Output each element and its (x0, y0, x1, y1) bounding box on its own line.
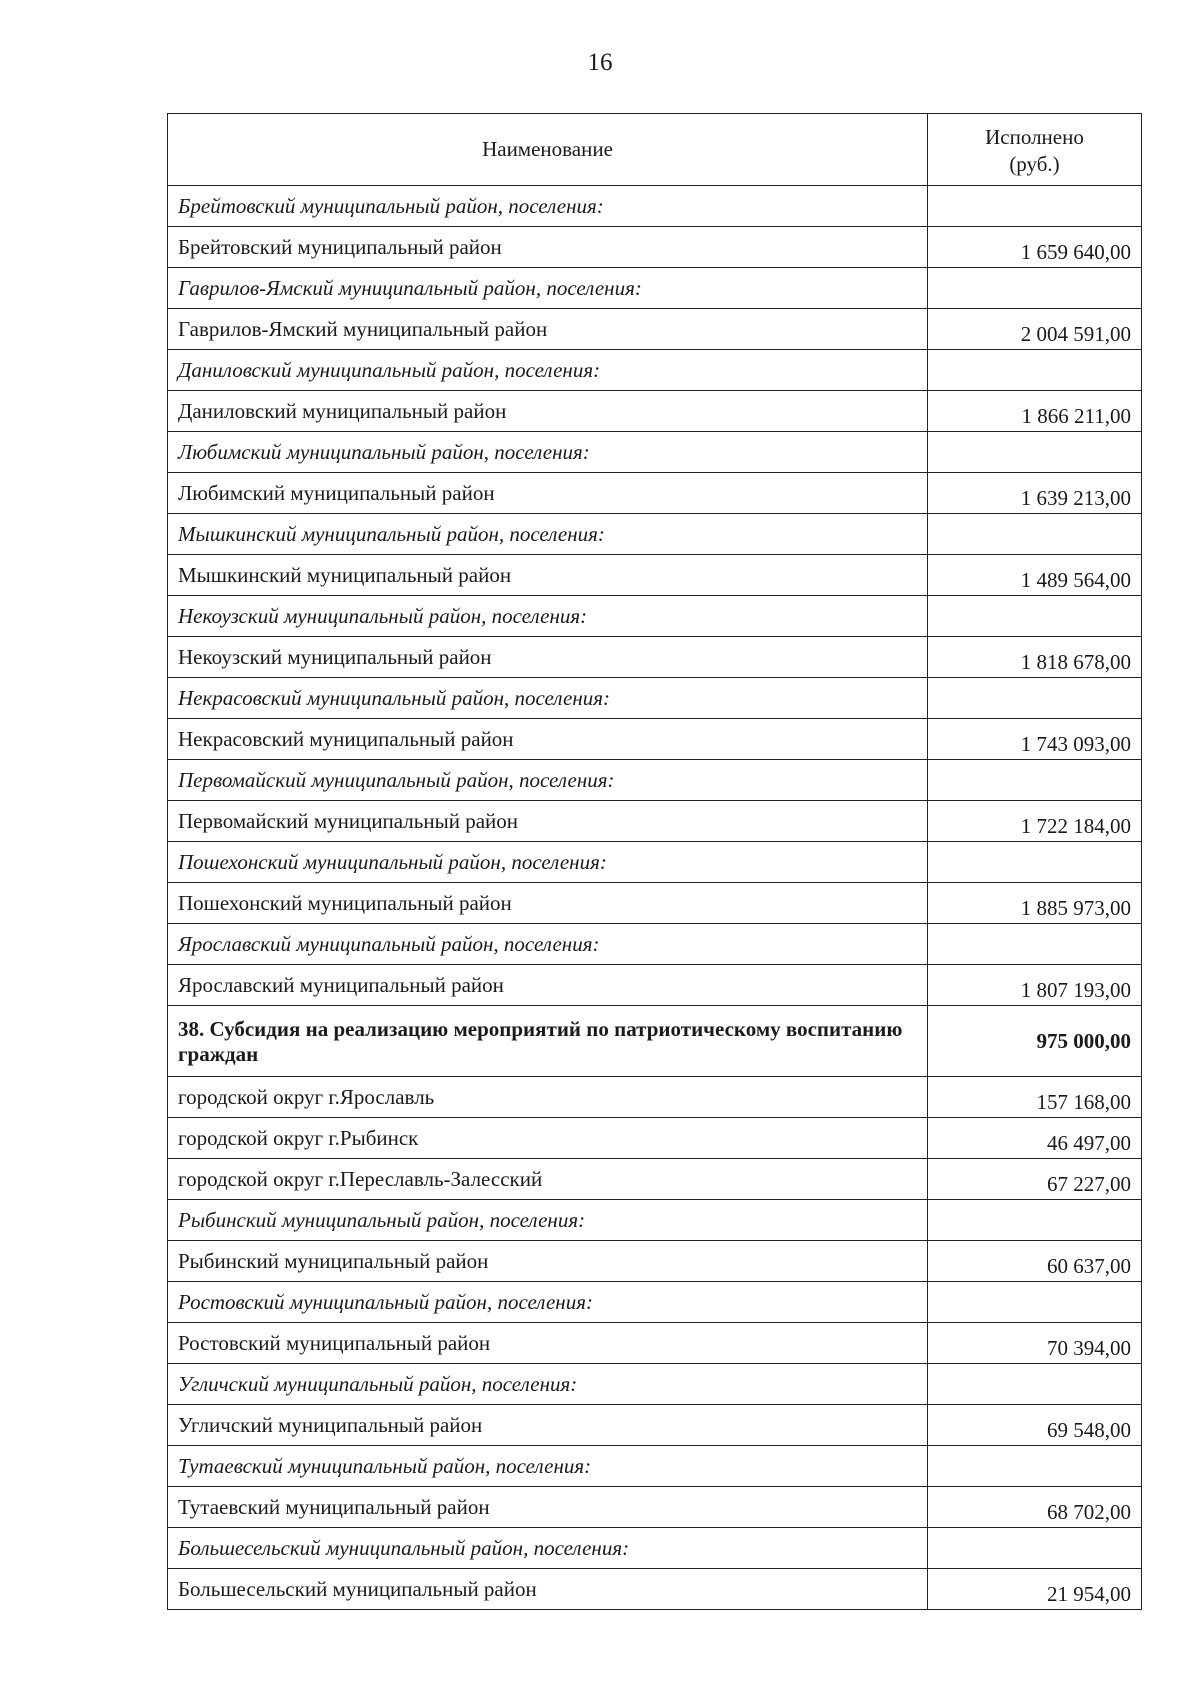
executed-value (928, 678, 1142, 719)
group-heading-name: Первомайский муниципальный район, поселения: (168, 760, 928, 801)
executed-value: 1 818 678,00 (928, 637, 1142, 678)
executed-value: 157 168,00 (928, 1077, 1142, 1118)
group-heading-row (168, 514, 1142, 555)
group-heading-row (168, 1446, 1142, 1487)
executed-value: 1 489 564,00 (928, 555, 1142, 596)
table-row (168, 1569, 1142, 1610)
executed-value (928, 760, 1142, 801)
row-name: Рыбинский муниципальный район (168, 1241, 928, 1282)
row-name: Любимский муниципальный район (168, 473, 928, 514)
group-heading-name: Большесельский муниципальный район, поселения: (168, 1528, 928, 1569)
table-row (168, 1159, 1142, 1200)
column-header-name: Наименование (168, 114, 928, 186)
group-heading-name: Тутаевский муниципальный район, поселения: (168, 1446, 928, 1487)
page-number: 16 (587, 49, 613, 76)
executed-value (928, 514, 1142, 555)
section-row (168, 1006, 1142, 1077)
executed-value: 60 637,00 (928, 1241, 1142, 1282)
section-title: 38. Субсидия на реализацию мероприятий по патриотическому воспитанию граждан (168, 1006, 928, 1077)
group-heading-name: Даниловский муниципальный район, поселения: (168, 350, 928, 391)
group-heading-row (168, 1528, 1142, 1569)
row-name: Брейтовский муниципальный район (168, 227, 928, 268)
group-heading-row (168, 760, 1142, 801)
group-heading-row (168, 678, 1142, 719)
row-name: Угличский муниципальный район (168, 1405, 928, 1446)
table-row (168, 309, 1142, 350)
group-heading-name: Ростовский муниципальный район, поселения: (168, 1282, 928, 1323)
table-body (168, 186, 1142, 1610)
column-header-executed-unit: (руб.) (1009, 151, 1060, 176)
table-header-row (168, 114, 1142, 186)
column-header-executed (928, 114, 1142, 186)
table-row (168, 227, 1142, 268)
table-row (168, 1118, 1142, 1159)
table-row (168, 555, 1142, 596)
group-heading-name: Брейтовский муниципальный район, поселения: (168, 186, 928, 227)
row-name: Даниловский муниципальный район (168, 391, 928, 432)
row-name: Гаврилов-Ямский муниципальный район (168, 309, 928, 350)
executed-value: 1 659 640,00 (928, 227, 1142, 268)
row-name: Некрасовский муниципальный район (168, 719, 928, 760)
row-name: Пошехонский муниципальный район (168, 883, 928, 924)
executed-value: 68 702,00 (928, 1487, 1142, 1528)
table-row (168, 1323, 1142, 1364)
column-header-executed-label: Исполнено (985, 124, 1084, 149)
group-heading-name: Некрасовский муниципальный район, поселения: (168, 678, 928, 719)
group-heading-row (168, 924, 1142, 965)
table-row (168, 965, 1142, 1006)
table-row (168, 801, 1142, 842)
executed-value: 69 548,00 (928, 1405, 1142, 1446)
group-heading-name: Ярославский муниципальный район, поселения: (168, 924, 928, 965)
executed-value (928, 842, 1142, 883)
group-heading-name: Мышкинский муниципальный район, поселения: (168, 514, 928, 555)
executed-value (928, 1282, 1142, 1323)
table-row (168, 1405, 1142, 1446)
row-name: Первомайский муниципальный район (168, 801, 928, 842)
section-total-value: 975 000,00 (928, 1006, 1142, 1077)
executed-value: 67 227,00 (928, 1159, 1142, 1200)
executed-value: 1 866 211,00 (928, 391, 1142, 432)
executed-value: 1 807 193,00 (928, 965, 1142, 1006)
table-row (168, 1241, 1142, 1282)
table-row (168, 883, 1142, 924)
executed-value (928, 186, 1142, 227)
executed-value (928, 268, 1142, 309)
group-heading-row (168, 842, 1142, 883)
row-name: Мышкинский муниципальный район (168, 555, 928, 596)
executed-value: 46 497,00 (928, 1118, 1142, 1159)
group-heading-row (168, 596, 1142, 637)
executed-value: 1 722 184,00 (928, 801, 1142, 842)
group-heading-row (168, 350, 1142, 391)
row-name: Ярославский муниципальный район (168, 965, 928, 1006)
executed-value (928, 1200, 1142, 1241)
table-row (168, 391, 1142, 432)
executed-value (928, 350, 1142, 391)
group-heading-row (168, 432, 1142, 473)
executed-value: 1 885 973,00 (928, 883, 1142, 924)
group-heading-name: Пошехонский муниципальный район, поселения: (168, 842, 928, 883)
row-name: Большесельский муниципальный район (168, 1569, 928, 1610)
table-row (168, 637, 1142, 678)
executed-value: 1 743 093,00 (928, 719, 1142, 760)
executed-value (928, 924, 1142, 965)
row-name: Ростовский муниципальный район (168, 1323, 928, 1364)
table-row (168, 719, 1142, 760)
executed-value: 21 954,00 (928, 1569, 1142, 1610)
table-row (168, 1077, 1142, 1118)
group-heading-name: Гаврилов-Ямский муниципальный район, поселения: (168, 268, 928, 309)
group-heading-row (168, 268, 1142, 309)
executed-value: 70 394,00 (928, 1323, 1142, 1364)
executed-value (928, 1446, 1142, 1487)
executed-value (928, 1364, 1142, 1405)
group-heading-row (168, 1200, 1142, 1241)
table-row (168, 473, 1142, 514)
executed-value: 2 004 591,00 (928, 309, 1142, 350)
row-name: Некоузский муниципальный район (168, 637, 928, 678)
group-heading-row (168, 1282, 1142, 1323)
group-heading-name: Рыбинский муниципальный район, поселения: (168, 1200, 928, 1241)
group-heading-row (168, 186, 1142, 227)
group-heading-row (168, 1364, 1142, 1405)
row-name: Тутаевский муниципальный район (168, 1487, 928, 1528)
row-name: городской округ г.Переславль-Залесский (168, 1159, 928, 1200)
group-heading-name: Угличский муниципальный район, поселения: (168, 1364, 928, 1405)
budget-execution-table (167, 113, 1142, 1610)
executed-value (928, 1528, 1142, 1569)
row-name: городской округ г.Ярославль (168, 1077, 928, 1118)
table-row (168, 1487, 1142, 1528)
executed-value (928, 432, 1142, 473)
executed-value (928, 596, 1142, 637)
executed-value: 1 639 213,00 (928, 473, 1142, 514)
row-name: городской округ г.Рыбинск (168, 1118, 928, 1159)
group-heading-name: Некоузский муниципальный район, поселения: (168, 596, 928, 637)
group-heading-name: Любимский муниципальный район, поселения: (168, 432, 928, 473)
